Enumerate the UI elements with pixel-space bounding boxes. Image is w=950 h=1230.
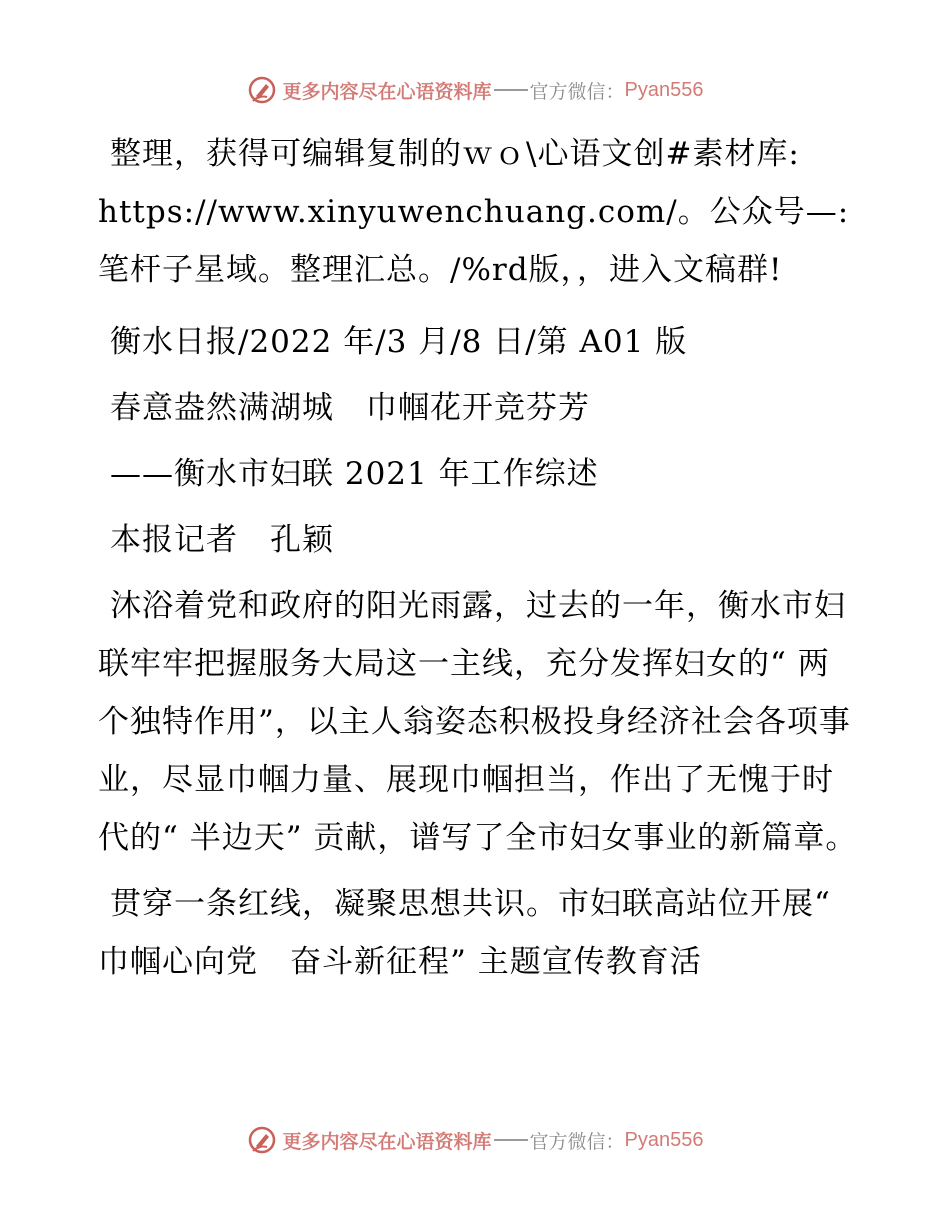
header-official-label: 官方微信： (529, 80, 625, 103)
pen-logo-icon (247, 1125, 277, 1155)
paragraph-1: 沐浴着党和政府的阳光雨露，过去的一年，衡水市妇联牢牢把握服务大局这一主线，充分发挥妇女的“ 两个独特作用”，以主人翁姿态积极投身经济社会各项事业，尽显巾帼力量、展现巾帼担当，作出了无愧于时代的“ 半边天” 贡献，谱写了全市妇女事业的新篇章。 (98, 588, 858, 856)
header-wechat-id: Pyan556 (624, 78, 704, 101)
document-body (98, 125, 858, 999)
footer-separator (494, 1139, 528, 1141)
paragraph-2: 贯穿一条红线，凝聚思想共识。市妇联高站位开展“ 巾帼心向党 奋斗新征程” 主题宣传教育活 (98, 886, 842, 980)
footer-official-label: 官方微信： (529, 1130, 625, 1153)
footer-promo-text: 更多内容尽在心语资料库 (282, 1130, 492, 1153)
pen-logo-icon (247, 75, 277, 105)
header-banner (0, 70, 950, 110)
footer-wechat-id: Pyan556 (624, 1128, 704, 1151)
byline: 本报记者 孔颖 (110, 522, 334, 558)
source-line: 衡水日报/2022 年/3 月/8 日/第 A01 版 (110, 324, 688, 360)
notice-line-2: https://www.xinyuwenchuang.com/。公众号—: (98, 194, 850, 230)
header-separator (494, 89, 528, 91)
notice-block (98, 125, 858, 299)
notice-line-1: 整理，获得可编辑复制的ｗｏ\心语文创#素材库: (110, 136, 800, 172)
subheadline: ——衡水市妇联 2021 年工作综述 (110, 456, 599, 492)
headline: 春意盎然满湖城 巾帼花开竞芬芳 (110, 390, 590, 426)
footer-banner (0, 1120, 950, 1160)
notice-line-3: 笔杆子星域。整理汇总。/%rd版，，进入文稿群! (98, 252, 783, 288)
header-promo-text: 更多内容尽在心语资料库 (282, 80, 492, 103)
